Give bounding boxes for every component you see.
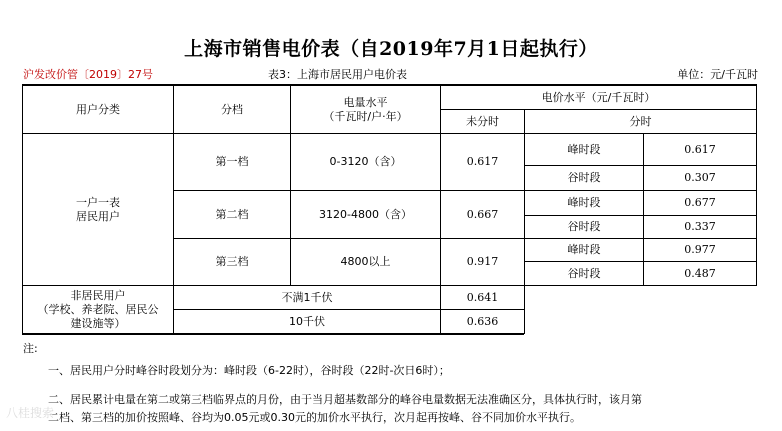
tier-3-range: 4800以上 [340,255,391,268]
header-non-tou: 未分时 [466,114,499,128]
header-tier: 分档 [221,102,243,116]
tier-2-peak-label: 峰时段 [567,196,601,209]
header-consumption-label: 电量水平 [343,95,388,109]
note-2-line-1: 二、居民累计电量在第二或第三档临界点的月份，由于当月超基数部分的峰谷电量数据无法准确区分，具体执行时，该月第 [48,393,642,406]
tier-1-flat-price: 0.617 [466,155,499,168]
tier-3-valley-price: 0.487 [684,266,716,280]
notes-label: 注: [23,342,38,355]
tier-3-peak-label: 峰时段 [567,243,601,256]
tier-3-name: 第三档 [215,255,249,268]
tier-2-range: 3120-4800（含） [319,207,412,221]
residential-category [23,134,173,285]
non-residential-category [23,286,173,333]
tier-2-peak-price: 0.677 [684,196,716,209]
tier-1-range: 0-3120（含） [329,155,402,168]
tier-1-peak-label: 峰时段 [567,142,601,156]
non-residential-line1: 非居民用户 [70,288,126,302]
tier-2-flat-price: 0.667 [466,207,499,221]
non-residential-line2: （学校、养老院、居民公 [37,302,159,316]
header-price-level: 电价水平（元/千瓦时） [541,90,656,104]
non-residential-range-1: 不满1千伏 [281,290,333,304]
tier-3-peak-price: 0.977 [684,243,716,256]
header-consumption [291,86,440,133]
page-title: 上海市销售电价表（自2019年7月1日起执行） [184,38,598,60]
tier-2-name: 第二档 [215,207,249,221]
tier-1-peak-price: 0.617 [684,142,716,156]
tier-1-name: 第一档 [215,155,249,168]
watermark: 八桂搜索 [6,406,55,420]
residential-category-line1: 一户一表 [76,195,120,209]
non-residential-range-2: 10千伏 [289,314,325,328]
note-2-line-2: 二档、第三档的加价按照峰、谷均为0.05元或0.30元的加价水平执行，次月起再按峰、谷不同加价水平执行。 [48,411,581,424]
document-number: 沪发改价管〔2019〕27号 [23,68,153,81]
header-consumption-unit: （千瓦时/户·年） [323,109,408,123]
note-1: 一、居民用户分时峰谷时段划分为：峰时段（6-22时），谷时段（22时-次日6时）； [48,364,450,377]
tier-3-valley-label: 谷时段 [567,266,601,280]
tier-2-valley-label: 谷时段 [567,220,601,233]
non-residential-price-2: 0.636 [466,314,499,328]
unit-label: 单位：元/千瓦时 [677,68,758,81]
header-tou: 分时 [629,114,652,128]
table-name: 表3：上海市居民用户电价表 [268,68,407,81]
non-residential-line3: 建设施等） [70,316,126,330]
tier-1-valley-label: 谷时段 [567,171,601,184]
non-residential-price-1: 0.641 [466,290,499,304]
residential-category-line2: 居民用户 [76,209,120,223]
header-user-category: 用户分类 [76,102,120,116]
tier-1-valley-price: 0.307 [684,171,716,184]
tier-2-valley-price: 0.337 [684,220,716,233]
tier-3-flat-price: 0.917 [466,255,499,268]
